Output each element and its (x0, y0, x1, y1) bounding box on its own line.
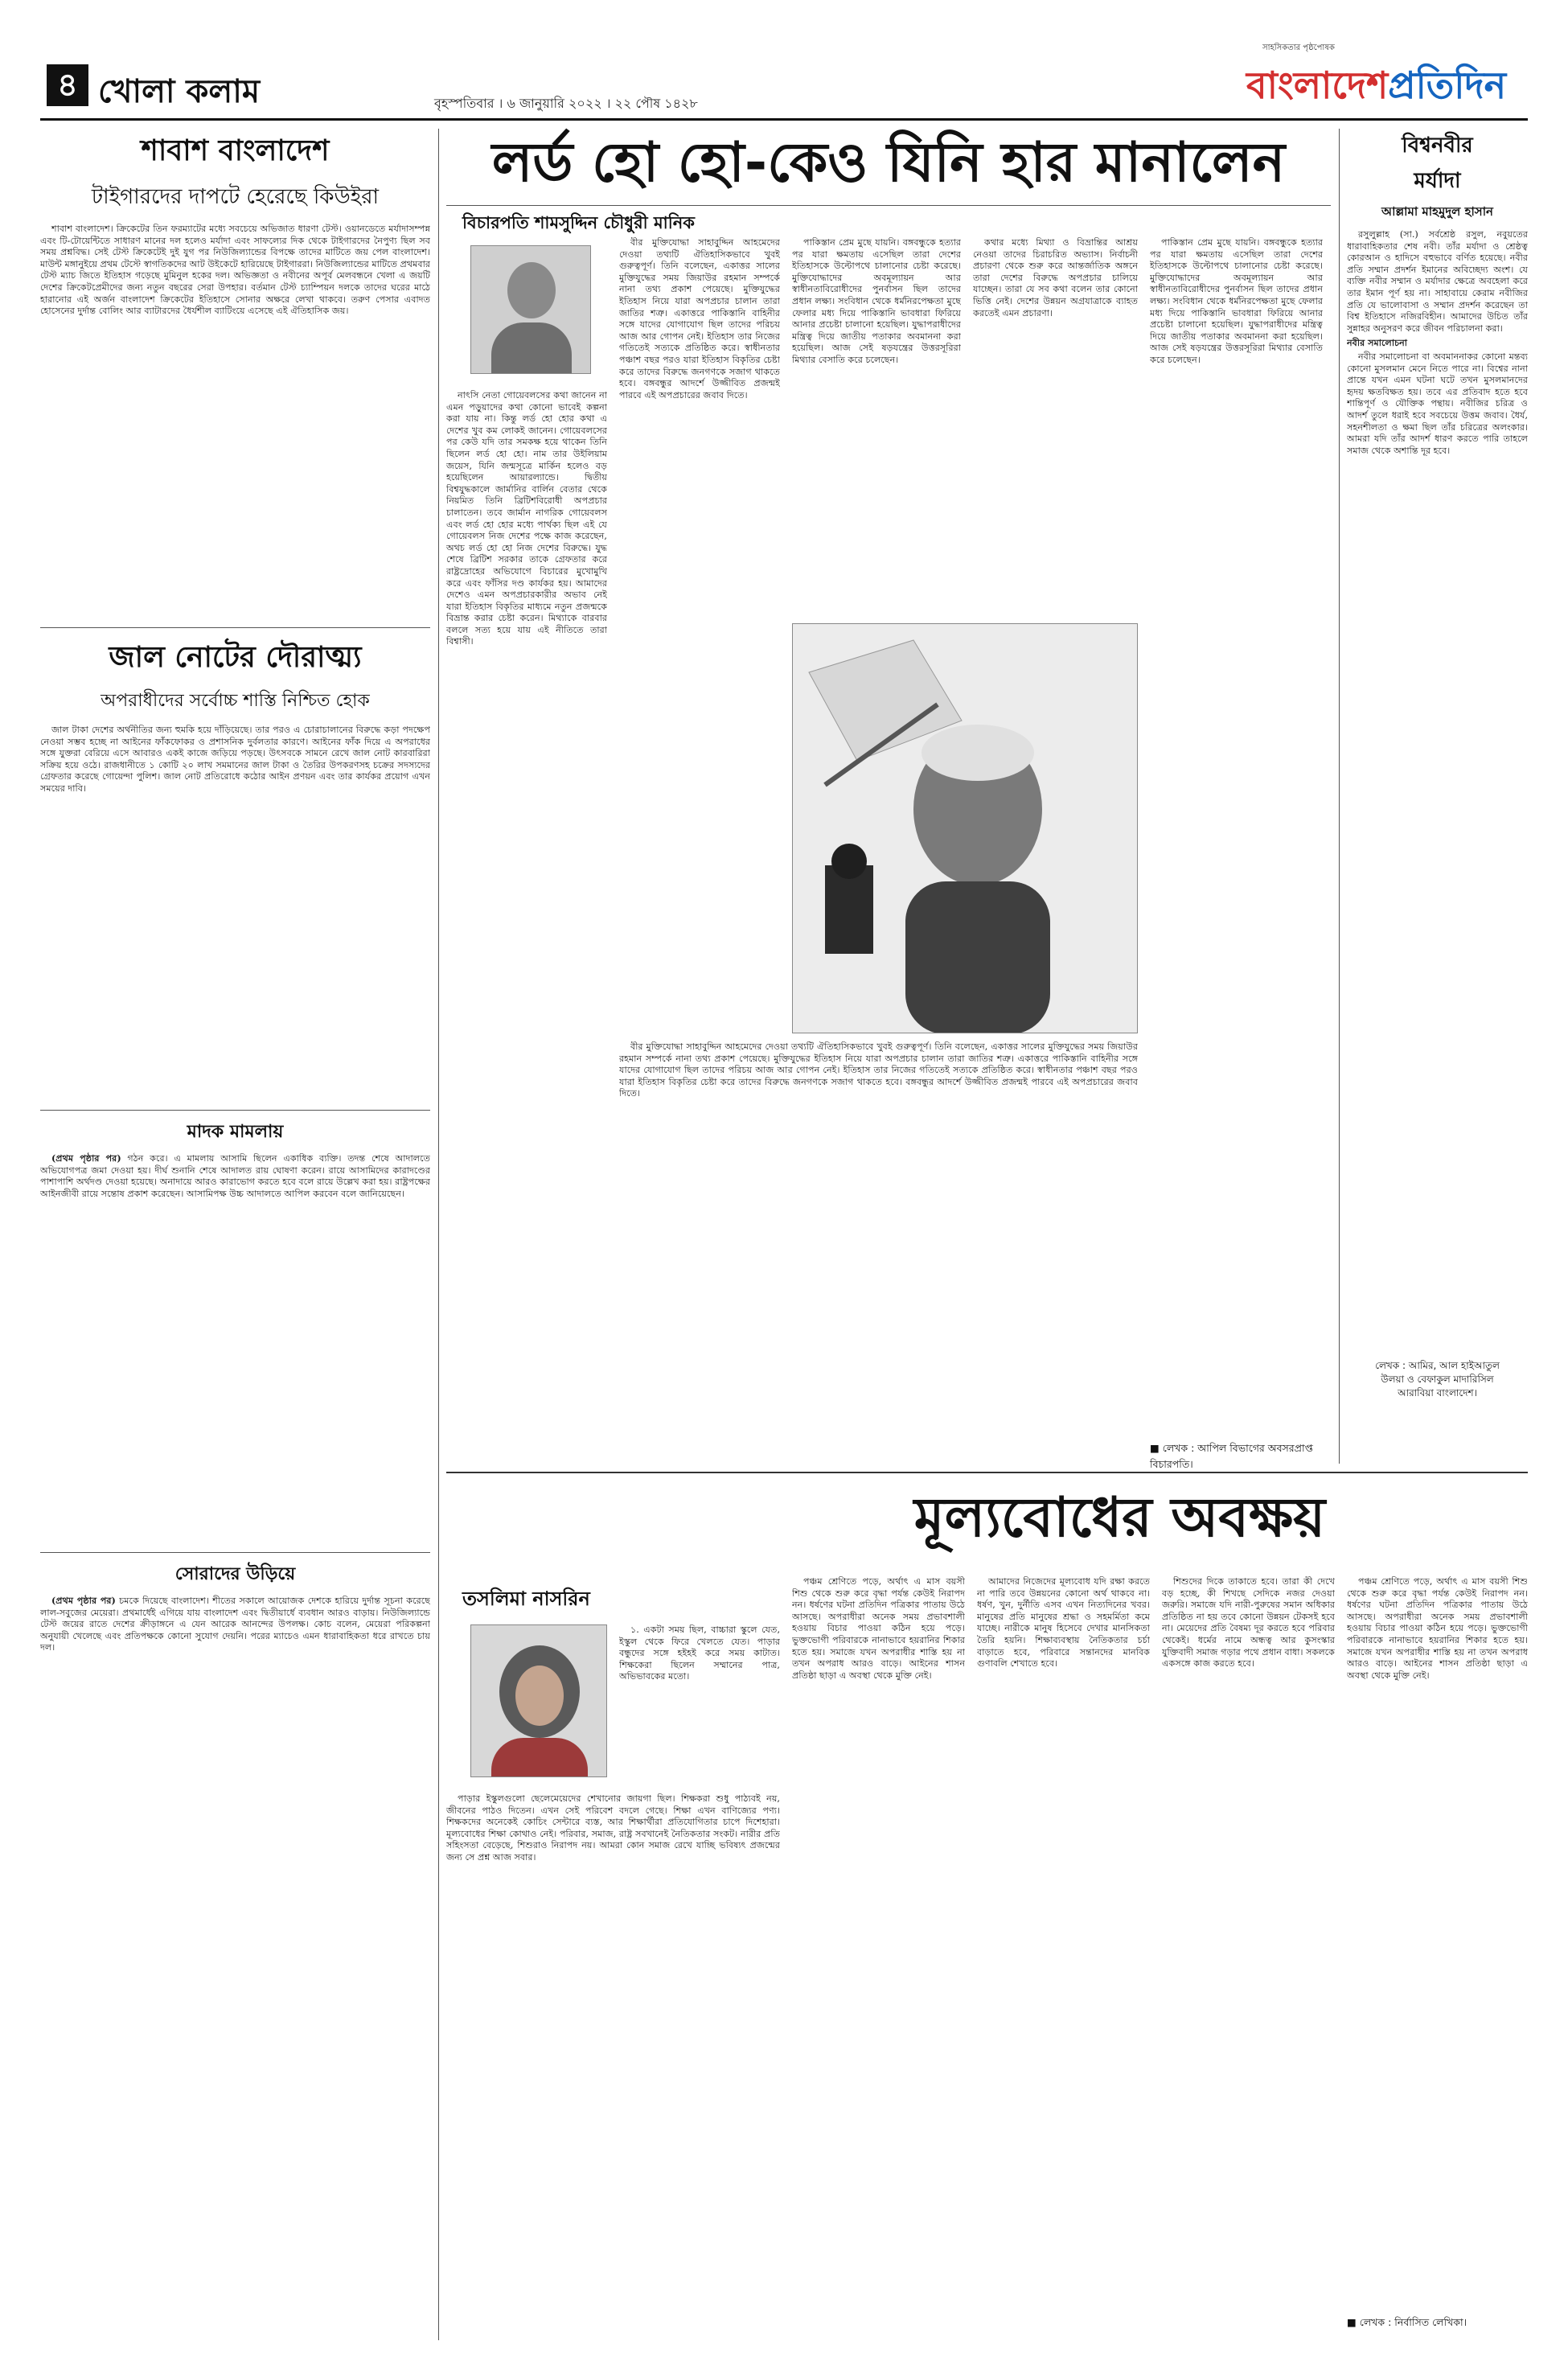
article-title-line1: বিশ্বনবীর (1402, 133, 1473, 158)
article-column-5: পঞ্চম শ্রেণিতে পড়ে, অর্থাৎ এ মাস বয়সী শিশু থেকে শুরু করে বৃদ্ধা পর্যন্ত কেউই নিরাপদ নন। ধর্ষণের ঘটনা প্রতিদিন পত্রিকার পাতায় উঠে আসছে। অপরাধীরা অনেক সময় প্রভাবশালী হওয়ায় বিচার পাওয়া কঠিন হয়ে পড়ে। ভুক্তভোগী পরিবারকে নানাভাবে হয়রানির শিকার হতে হয়। সমাজে যখন অপরাধীর শাস্তি হয় না তখন অপরাধ আরও বাড়ে। আইনের শাসন প্রতিষ্ঠা ছাড়া এ অবস্থা থেকে মুক্তি নেই। (1347, 1576, 1528, 1681)
article-body: রসুলুল্লাহ (সা.) সর্বশ্রেষ্ঠ রসুল, নবুয়তের ধারাবাহিকতার শেষ নবী। তাঁর মর্যাদা ও শ্রেষ্ঠত্ব কোরআন ও হাদিসে বহুভাবে বর্ণিত হয়েছে। নবীর প্রতি সম্মান প্রদর্শন ইমানের অবিচ্ছেদ্য অংশ। যে ব্যক্তি নবীর সম্মান ও মর্যাদার ক্ষেত্রে অবহেলা করে তার ইমান পূর্ণ হয় না। সাহাবায়ে কেরাম নবীজির প্রতি যে ভালোবাসা ও সম্মান প্রদর্শন করেছেন তা বিশ্ব ইতিহাসে নজিরবিহীন। আমাদের উচিত তাঁর সুন্নাহর অনুসরণ করে জীবন পরিচালনা করা। (1347, 229, 1528, 334)
article-column-4: কথার মধ্যে মিথ্যা ও বিভ্রান্তির আশ্রয় নেওয়া তাদের চিরাচরিত অভ্যাস। নির্বাচনী প্রচারণা থেকে শুরু করে আন্তর্জাতিক অঙ্গনে তারা দেশের বিরুদ্ধে অপপ্রচার চালিয়ে যাচ্ছেন। তারা যে সব কথা বলেন তার কোনো ভিত্তি নেই। দেশের উন্নয়ন অগ্রযাত্রাকে ব্যাহত করতেই এমন প্রচারণা। (973, 237, 1138, 318)
author-photo (470, 245, 591, 374)
article-column-2: বীর মুক্তিযোদ্ধা সাহাবুদ্দিন আহমেদের দেওয়া তথ্যটি ঐতিহাসিকভাবে খুবই গুরুত্বপূর্ণ। তিনি বলেছেন, একাত্তর সালের মুক্তিযুদ্ধের সময় জিয়াউর রহমান সম্পর্কে নানা তথ্য প্রকাশ পেয়েছে। মুক্তিযুদ্ধের ইতিহাস নিয়ে যারা অপপ্রচার চালান তারা জাতির শত্রু। একাত্তরে পাকিস্তানি বাহিনীর সঙ্গে যাদের যোগাযোগ ছিল তাদের পরিচয় আজ আর গোপন নেই। ইতিহাস তার নিজের গতিতেই সত্যকে প্রতিষ্ঠিত করে। স্বাধীনতার পঞ্চাশ বছর পরও যারা ইতিহাস বিকৃতির চেষ্টা করে তাদের বিরুদ্ধে জনগণকে সজাগ থাকতে হবে। বঙ্গবন্ধুর আদর্শে উজ্জীবিত প্রজন্মই পারবে এই অপপ্রচারের জবাব দিতে। (619, 237, 780, 400)
editorial-title: মাদক মামলায় (187, 1122, 284, 1142)
article-taslima (446, 1480, 1528, 2340)
paper-name-part1: বাংলাদেশ (1246, 64, 1389, 107)
article-byline: তসলিমা নাসরিন (462, 1587, 590, 1610)
author-photo (470, 1624, 607, 1777)
editorial-jal-note (40, 635, 430, 1102)
article-column-5: পাকিস্তান প্রেম মুছে যায়নি। বঙ্গবন্ধুকে হত্যার পর যারা ক্ষমতায় এসেছিল তারা দেশের ইতিহাসকে উল্টোপথে চালানোর চেষ্টা করেছে। মুক্তিযোদ্ধাদের অবমূল্যায়ন আর স্বাধীনতাবিরোধীদের পুনর্বাসন ছিল তাদের প্রধান লক্ষ্য। সংবিধান থেকে ধর্মনিরপেক্ষতা মুছে ফেলার মধ্য দিয়ে পাকিস্তানি ভাবধারা ফিরিয়ে আনার প্রচেষ্টা চালানো হয়েছিল। যুদ্ধাপরাধীদের মন্ত্রিত্ব দিয়ে জাতীয় পতাকার অবমাননা করা হয়েছিল। আজ সেই ষড়যন্ত্রের উত্তরসূরিরা মিথ্যার বেসাতি করে চলেছেন। (1150, 237, 1323, 365)
paper-name-part2: প্রতিদিন (1388, 64, 1507, 107)
editorial-shabash (40, 129, 430, 623)
article-column-6: বীর মুক্তিযোদ্ধা সাহাবুদ্দিন আহমেদের দেওয়া তথ্যটি ঐতিহাসিকভাবে খুবই গুরুত্বপূর্ণ। তিনি বলেছেন, একাত্তর সালের মুক্তিযুদ্ধের সময় জিয়াউর রহমান সম্পর্কে নানা তথ্য প্রকাশ পেয়েছে। মুক্তিযুদ্ধের ইতিহাস নিয়ে যারা অপপ্রচার চালান তারা জাতির শত্রু। একাত্তরে পাকিস্তানি বাহিনীর সঙ্গে যাদের যোগাযোগ ছিল তাদের পরিচয় আজ আর গোপন নেই। ইতিহাস তার নিজের গতিতেই সত্যকে প্রতিষ্ঠিত করে। স্বাধীনতার পঞ্চাশ বছর পরও যারা ইতিহাস বিকৃতির চেষ্টা করে তাদের বিরুদ্ধে জনগণকে সজাগ থাকতে হবে। বঙ্গবন্ধুর আদর্শে উজ্জীবিত প্রজন্মই পারবে এই অপপ্রচারের জবাব দিতে। (619, 1041, 1138, 1099)
editorial-madok (40, 1118, 430, 1544)
article-column-4: শিশুদের দিকে তাকাতে হবে। তারা কী দেখে বড় হচ্ছে, কী শিখছে সেদিকে নজর দেওয়া জরুরি। সমাজে যদি নারী-পুরুষের সমান অধিকার প্রতিষ্ঠিত না হয় তবে কোনো উন্নয়ন টেকসই হবে না। মেয়েদের প্রতি বৈষম্য দূর করতে হবে পরিবার থেকেই। ধর্মের নামে অন্ধত্ব আর কুসংস্কার যুক্তিবাদী সমাজ গড়ার পথে প্রধান বাধা। সকলকে একসঙ্গে কাজ করতে হবে। (1162, 1576, 1335, 1670)
editorial-body: জাল টাকা দেশের অর্থনীতির জন্য হুমকি হয়ে দাঁড়িয়েছে। তার পরও এ চোরাচালানের বিরুদ্ধে কড়া পদক্ষেপ নেওয়া সম্ভব হচ্ছে না আইনের ফাঁকফোকর ও প্রশাসনিক দুর্বলতার কারণে। আইনের ফাঁক দিয়ে এ অপরাধের সঙ্গে যুক্তরা বেরিয়ে এসে আবারও একই কাজে জড়িয়ে পড়ছে। উৎসবকে সামনে রেখে জাল নোট কারবারিরা সক্রিয় হয়ে ওঠে। রাজধানীতে ১ কোটি ২০ লাখ সমমানের জাল টাকা ও তৈরির উপকরণসহ চক্রের সদস্যদের গ্রেফতার করেছে গোয়েন্দা পুলিশ। জাল নোট প্রতিরোধে কঠোর আইন প্রণয়ন এবং তার কার্যকর প্রয়োগ এখন সময়ের দাবি। (40, 725, 430, 794)
article-body-2: নবীর সমালোচনা বা অবমাননাকর কোনো মন্তব্য কোনো মুসলমান মেনে নিতে পারে না। বিশ্বের নানা প্রান্তে যখন এমন ঘটনা ঘটে তখন মুসলমানদের হৃদয় ক্ষতবিক্ষত হয়। তবে এর প্রতিবাদ হতে হবে শান্তিপূর্ণ ও যৌক্তিক পন্থায়। নবীজির চরিত্র ও আদর্শ তুলে ধরাই হবে সবচেয়ে উত্তম জবাব। ধৈর্য, সহনশীলতা ও ক্ষমা ছিল তাঁর চরিত্রের অলংকার। আমরা যদি তাঁর আদর্শ ধারণ করতে পারি তাহলে সমাজ থেকে অশান্তি দূর হবে। (1347, 351, 1528, 456)
masthead (0, 0, 1568, 117)
editorial-title: জাল নোটের দৌরাত্ম্য (109, 641, 362, 674)
author-note: ■ লেখক : নির্বাসিত লেখিকা। (1347, 2316, 1467, 2328)
editorial-body: চমকে দিয়েছে বাংলাদেশ। শীতের সকালে আয়োজক দেশকে হারিয়ে দুর্দান্ত সূচনা করেছে লাল-সবুজের মেয়েরা। প্রথমার্ধেই এগিয়ে যায় বাংলাদেশ এবং দ্বিতীয়ার্ধে ব্যবধান আরও বাড়ায়। নিউজিল্যান্ডে টেস্ট জয়ের রাতে দেশের ক্রীড়াঙ্গনে এ যেন আরেক আনন্দের উপলক্ষ। কোচ বলেন, মেয়েরা পরিকল্পনা অনুযায়ী খেলেছে এবং প্রতিপক্ষকে কোনো সুযোগ দেয়নি। পরের ম্যাচেও এমন ধারাবাহিকতা ধরে রাখতে চায় দল। (40, 1596, 430, 1653)
article-column-1: নাৎসি নেতা গোয়েবলসের কথা জানেন না এমন পড়ুয়াদের কথা কোনো ভাবেই কল্পনা করা যায় না। কিন্তু লর্ড হো হোর কথা এ দেশের খুব কম লোকই জানেন। গোয়েবলসের পর কেউ যদি তার সমকক্ষ হয়ে থাকেন তিনি ছিলেন লর্ড হো হো। নাম তার উইলিয়াম জয়েস, যিনি জন্মসূত্রে মার্কিন হলেও বড় হয়েছিলেন আয়ারল্যান্ডে। দ্বিতীয় বিশ্বযুদ্ধকালে জার্মানির বার্লিন বেতার থেকে নিয়মিত তিনি ব্রিটিশবিরোধী অপপ্রচার চালাতেন। তবে জার্মান নাগরিক গোয়েবলস এবং লর্ড হো হোর মধ্যে পার্থক্য ছিল এই যে গোয়েবলস নিজ দেশের পক্ষে কাজ করেছেন, অথচ লর্ড হো হো নিজ দেশের বিরুদ্ধে। যুদ্ধ শেষে ব্রিটিশ সরকার তাকে গ্রেফতার করে রাষ্ট্রদ্রোহের অভিযোগে বিচারের মুখোমুখি করে এবং ফাঁসির দণ্ড কার্যকর হয়। আমাদের দেশেও এমন অপপ্রচারকারীর অভাব নেই যারা ইতিহাস বিকৃতির মাধ্যমে নতুন প্রজন্মকে বিভ্রান্ত করার চেষ্টা করেন। মিথ্যাকে বারবার বললে সত্য হয়ে যায় এই নীতিতে তারা বিশ্বাসী। (446, 390, 607, 647)
column-rule (1339, 129, 1340, 1464)
article-subhead: নবীর সমালোচনা (1347, 337, 1408, 349)
article-byline: বিচারপতি শামসুদ্দিন চৌধুরী মানিক (462, 213, 695, 232)
masthead-rule (40, 118, 1528, 121)
author-note: লেখক : আমির, আল হাইআতুল উলয়া ও বেফাকুল মাদারিসিল আরাবিয়া বাংলাদেশ। (1375, 1360, 1500, 1399)
article-bishwanobi (1347, 129, 1528, 1464)
continuation-label: (প্রথম পৃষ্ঠার পর) (51, 1595, 116, 1606)
article-title-line2: মর্যাদা (1414, 169, 1461, 193)
section-title: খোলা কলাম (98, 73, 261, 110)
editorial-subtitle: টাইগারদের দাপটে হেরেছে কিউইরা (91, 185, 380, 209)
article-column-2: পঞ্চম শ্রেণিতে পড়ে, অর্থাৎ এ মাস বয়সী শিশু থেকে শুরু করে বৃদ্ধা পর্যন্ত কেউই নিরাপদ নন। ধর্ষণের ঘটনা প্রতিদিন পত্রিকার পাতায় উঠে আসছে। অপরাধীরা অনেক সময় প্রভাবশালী হওয়ায় বিচার পাওয়া কঠিন হয়ে পড়ে। ভুক্তভোগী পরিবারকে নানাভাবে হয়রানির শিকার হতে হয়। সমাজে যখন অপরাধীর শাস্তি হয় না তখন অপরাধ আরও বাড়ে। আইনের শাসন প্রতিষ্ঠা ছাড়া এ অবস্থা থেকে মুক্তি নেই। (792, 1576, 965, 1681)
editorial-body: শাবাশ বাংলাদেশ। ক্রিকেটের তিন ফরম্যাটের মধ্যে সবচেয়ে অভিজাত ধারণা টেস্ট। ওয়ানডেতে মর্যাদাসম্পন্ন এবং টি-টোয়েন্টিতে সাধারণ মানের দল হলেও মর্যাদা এবং সাফল্যের দিক থেকে টাইগারদের নৈপুণ্য ছিল সব সময় প্রশ্নবিদ্ধ। সেই টেস্ট ক্রিকেটেই দুই যুগ পর নিউজিল্যান্ডের বিপক্ষে তাদের মাটিতে জয় পেল বাংলাদেশ। মাউন্ট মঙ্গানুইয়ে প্রথম টেস্টে স্বাগতিকদের আট উইকেটে হারিয়েছে টাইগাররা। নিউজিল্যান্ডের মাটিতে প্রথমবার টেস্ট ম্যাচ জিতে ইতিহাস গড়েছে মুমিনুল হকের দল। অভিজ্ঞতা ও নবীনের অপূর্ব মেলবন্ধনে খেলা এ জয়টি দেশের ক্রিকেটপ্রেমীদের জন্য নতুন বছরের সেরা উপহার। বর্তমান টেস্ট চ্যাম্পিয়ন দলকে তাদের ঘরের মাঠে হারানোর এই অর্জন বাংলাদেশ ক্রিকেটের ইতিহাসে সোনার অক্ষরে লেখা থাকবে। তরুণ পেসার এবাদত হোসেনের দুর্দান্ত বোলিং আর ব্যাটারদের ধৈর্যশীল ব্যাটিংয়ে এসেছে এই ঐতিহাসিক জয়। (40, 224, 430, 317)
article-byline: আল্লামা মাহমুদুল হাসান (1381, 204, 1494, 219)
article-column-1: পাড়ার ইস্কুলগুলো ছেলেমেয়েদের শেখানোর জায়গা ছিল। শিক্ষকরা শুধু পাঠ্যবই নয়, জীবনের পাঠও দিতেন। এখন সেই পরিবেশ বদলে গেছে। শিক্ষা এখন বাণিজ্যের পণ্য। শিক্ষকদের অনেকেই কোচিং সেন্টারে ব্যস্ত, আর শিক্ষার্থীরা প্রতিযোগিতার চাপে দিশেহারা। মূল্যবোধের শিক্ষা কোথাও নেই। পরিবার, সমাজ, রাষ্ট্র সবখানেই নৈতিকতার সংকট। নারীর প্রতি সহিংসতা বেড়েছে, শিশুরাও নিরাপদ নয়। আমরা কোন সমাজ রেখে যাচ্ছি ভবিষ্যৎ প্রজন্মের জন্য সে প্রশ্ন আজ সবার। (446, 1793, 780, 1863)
page-number-box (47, 64, 88, 106)
article-intro: ১. একটা সময় ছিল, বাচ্চারা স্কুলে যেত, ইস্কুল থেকে ফিরে খেলতে যেত। পাড়ার বন্ধুদের সঙ্গে হইহই করে সময় কাটাত। শিক্ষকেরা ছিলেন সম্মানের পাত্র, অভিভাবকের মতো। (619, 1624, 780, 1682)
continuation-label: (প্রথম পৃষ্ঠার পর) (51, 1152, 121, 1164)
divider (40, 627, 430, 628)
divider (446, 1472, 1528, 1473)
article-headline: মূল্যবোধের অবক্ষয় (913, 1486, 1326, 1550)
editorial-sorader (40, 1560, 430, 2332)
paper-logo (1246, 42, 1520, 114)
column-rule (438, 129, 439, 2340)
paper-tagline: সাহসিকতার পৃষ্ঠপোষক (1262, 43, 1335, 52)
photo-illustration (793, 624, 1138, 1033)
article-column-3: আমাদের নিজেদের মূল্যবোধ যদি রক্ষা করতে না পারি তবে উন্নয়নের কোনো অর্থ থাকবে না। ধর্ষণ, খুন, দুর্নীতি এসব এখন নিত্যদিনের খবর। মানুষের প্রতি মানুষের শ্রদ্ধা ও সহমর্মিতা কমে যাচ্ছে। নারীকে মানুষ হিসেবে দেখার মানসিকতা তৈরি হয়নি। শিক্ষাব্যবস্থায় নৈতিকতার চর্চা বাড়াতে হবে, পরিবারে সন্তানদের মানবিক গুণাবলি শেখাতে হবে। (977, 1576, 1150, 1670)
dateline: বৃহস্পতিবার । ৬ জানুয়ারি ২০২২ । ২২ পৌষ ১৪২৮ (434, 96, 698, 111)
article-photo (792, 623, 1138, 1033)
editorial-title: সোরাদের উড়িয়ে (174, 1564, 296, 1584)
article-column-3: পাকিস্তান প্রেম মুছে যায়নি। বঙ্গবন্ধুকে হত্যার পর যারা ক্ষমতায় এসেছিল তারা দেশের ইতিহাসকে উল্টোপথে চালানোর চেষ্টা করেছে। মুক্তিযোদ্ধাদের অবমূল্যায়ন আর স্বাধীনতাবিরোধীদের পুনর্বাসন ছিল তাদের প্রধান লক্ষ্য। সংবিধান থেকে ধর্মনিরপেক্ষতা মুছে ফেলার মধ্য দিয়ে পাকিস্তানি ভাবধারা ফিরিয়ে আনার প্রচেষ্টা চালানো হয়েছিল। যুদ্ধাপরাধীদের মন্ত্রিত্ব দিয়ে জাতীয় পতাকার অবমাননা করা হয়েছিল। আজ সেই ষড়যন্ত্রের উত্তরসূরিরা মিথ্যার বেসাতি করে চলেছেন। (792, 237, 961, 365)
article-headline: লর্ড হো হো-কেও যিনি হার মানালেন (491, 131, 1286, 195)
divider (40, 1110, 430, 1111)
editorial-body: গঠন করে। এ মামলায় আসামি ছিলেন একাধিক ব্যক্তি। তদন্ত শেষে আদালতে অভিযোগপত্র জমা দেওয়া হয়। দীর্ঘ শুনানি শেষে আদালত রায় ঘোষণা করেন। রায়ে আসামিদের কারাদণ্ডের পাশাপাশি অর্থদণ্ড দেওয়া হয়েছে। অনাদায়ে আরও কারাভোগ করতে হবে বলে রায়ে উল্লেখ করা হয়। রাষ্ট্রপক্ষের আইনজীবী রায়ে সন্তোষ প্রকাশ করেছেন। আসামিপক্ষ উচ্চ আদালতে আপিল করবেন বলে জানিয়েছেন। (40, 1153, 430, 1199)
author-note: ■ লেখক : আপিল বিভাগের অবসরপ্রাপ্ত বিচারপতি। (1150, 1442, 1313, 1470)
divider (40, 1552, 430, 1553)
page-number: ৪ (57, 67, 78, 104)
editorial-title: শাবাশ বাংলাদেশ (141, 134, 330, 167)
article-lord-haw-haw (446, 125, 1331, 1470)
editorial-subtitle: অপরাধীদের সর্বোচ্চ শাস্তি নিশ্চিত হোক (101, 691, 370, 711)
